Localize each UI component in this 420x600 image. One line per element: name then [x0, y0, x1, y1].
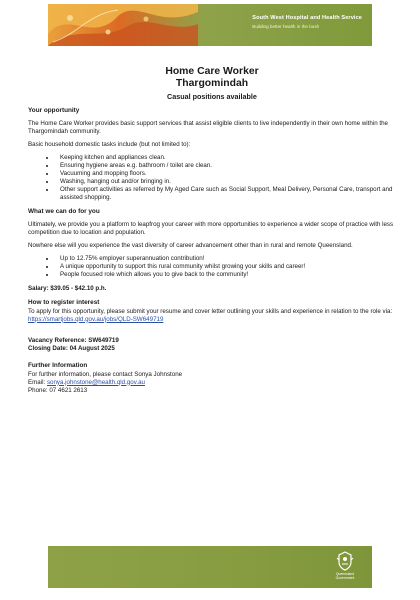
offer-paragraph-1: Ultimately, we provide you a platform to leapfrog your career with more opportunities to experience a wider scope of practice with less competition due to location and population. [28, 221, 394, 236]
org-tagline: Building better health in the bush [252, 24, 320, 29]
list-item: • Ensuring hygiene areas e.g. bathroom / toilet are clean. [56, 162, 396, 170]
footer-banner [48, 546, 372, 588]
salary: Salary: $39.05 - $42.10 p.h. [28, 284, 107, 292]
register-text: To apply for this opportunity, please submit your resume and cover letter outlining your skills and experience in relation to the role via: [28, 307, 393, 315]
aboriginal-art-pattern [48, 4, 198, 46]
queensland-crest-icon [335, 550, 355, 572]
list-item: • Keeping kitchen and appliances clean. [56, 154, 396, 162]
benefits-list [28, 255, 396, 279]
closing-date: Closing Date: 04 August 2025 [28, 344, 115, 352]
opportunity-intro: The Home Care Worker provides basic support services that assist eligible clients to live independently in their own home within the Thargomindah community. [28, 120, 388, 136]
crest-label: Queensland Government [335, 572, 355, 580]
email-link[interactable]: sonya.johnstone@health.qld.gov.au [46, 378, 145, 386]
vacancy-reference: Vacancy Reference: SW649719 [28, 336, 119, 344]
list-item: • People focused role which allows you to give back to the community! [56, 271, 396, 279]
list-item: • Other support activities as referred by My Aged Care such as Social Support, Meal Delivery, Personal Care, transport and assisted shopping. [56, 186, 396, 202]
list-item: • Up to 12.75% employer superannuation contribution! [56, 255, 396, 263]
list-item: • Vacuuming and mopping floors. [56, 170, 396, 178]
register-heading: How to register interest [28, 298, 100, 306]
opportunity-heading: Your opportunity [28, 107, 80, 115]
header-banner [48, 4, 372, 46]
email-row [28, 379, 396, 387]
tasks-intro: Basic household domestic tasks include (but not limited to): [28, 141, 191, 149]
email-label: Email: [28, 378, 46, 386]
job-title: Home Care Worker [165, 66, 259, 77]
contact-line: For further information, please contact Sonya Johnstone [28, 370, 183, 378]
employment-type: Casual positions available [167, 91, 257, 101]
offer-heading: What we can do for you [28, 207, 100, 215]
phone: Phone: 07 4621 2613 [28, 386, 88, 394]
list-item: • Washing, hanging out and/or bringing in. [56, 178, 396, 186]
list-item: • A unique opportunity to support this rural community whilst growing your skills and career! [56, 263, 396, 271]
offer-paragraph-2: Nowhere else will you experience the vast diversity of career advancement other than in rural and remote Queensland. [28, 241, 353, 249]
title-block [28, 66, 396, 101]
further-info-heading: Further Information [28, 361, 88, 369]
job-advertisement [28, 66, 396, 395]
job-location: Thargomindah [175, 78, 249, 90]
tasks-list [28, 154, 396, 202]
org-name: South West Hospital and Health Service [252, 15, 362, 21]
apply-link[interactable]: https://smartjobs.qld.gov.au/jobs/QLD-SW649719 [28, 315, 164, 323]
crest [332, 550, 358, 584]
